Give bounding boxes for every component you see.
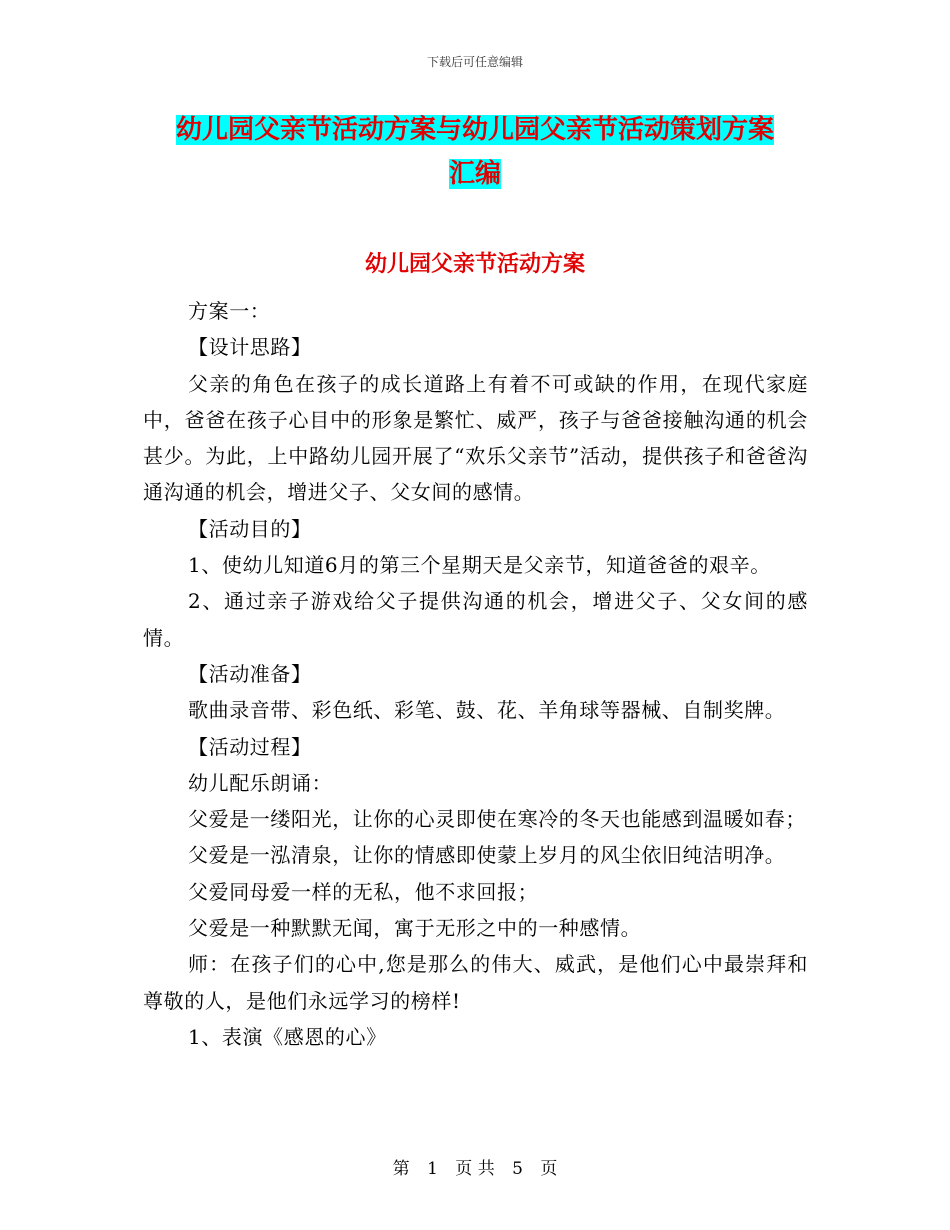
paragraph: 幼儿配乐朗诵： [188,770,333,795]
paragraph: 方案一： [188,299,271,323]
page-footer [0,1154,950,1179]
header-note: 下载后可任意编辑 [426,55,523,69]
document-title-line-1: 幼儿园父亲节活动方案与幼儿园父亲节活动策划方案 [175,115,774,145]
paragraph: 【活动准备】 [188,661,312,686]
footer-suffix: 页 [540,1159,558,1179]
page-number: 1 [427,1159,438,1179]
paragraph: 师：在孩子们的心中,您是那么的伟大、威武，是他们心中最崇拜和尊敬的人，是他们永远学习的榜样! [143,952,808,1013]
footer-middle: 页 共 [455,1159,495,1179]
page-total: 5 [512,1159,523,1179]
paragraph: 歌曲录音带、彩色纸、彩笔、鼓、花、羊角球等器械、自制奖牌。 [188,698,786,723]
paragraph: 父爱是一泓清泉，让你的情感即使蒙上岁月的风尘依旧纯洁明净。 [188,843,786,868]
paragraph: 父亲的角色在孩子的成长道路上有着不可或缺的作用，在现代家庭中，爸爸在孩子心目中的形象是繁忙、威严，孩子与爸爸接触沟通的机会甚少。为此，上中路幼儿园开展了“欢乐父亲节”活动，提供孩子和爸爸沟通沟通的机会，增进父子、父女间的感情。 [143,371,808,505]
paragraph: 1、表演《感恩的心》 [188,1024,387,1049]
paragraph: 父爱是一种默默无闻，寓于无形之中的一种感情。 [188,916,642,941]
paragraph: 2、通过亲子游戏给父子提供沟通的机会，增进父子、父女间的感情。 [143,589,808,650]
section-title: 幼儿园父亲节活动方案 [364,251,585,277]
paragraph: 【活动过程】 [188,734,312,759]
paragraph: 1、使幼儿知道6月的第三个星期天是父亲节，知道爸爸的艰辛。 [188,553,771,578]
paragraph: 【活动目的】 [188,516,312,541]
paragraph: 父爱是一缕阳光，让你的心灵即使在寒冷的冬天也能感到温暖如春； [188,807,806,832]
body-text [143,293,808,1055]
document-title-line-2: 汇编 [448,159,501,189]
paragraph: 父爱同母爱一样的无私，他不求回报； [188,879,539,904]
paragraph: 【设计思路】 [188,335,312,360]
document-title [140,108,810,196]
footer-prefix: 第 [392,1159,410,1179]
